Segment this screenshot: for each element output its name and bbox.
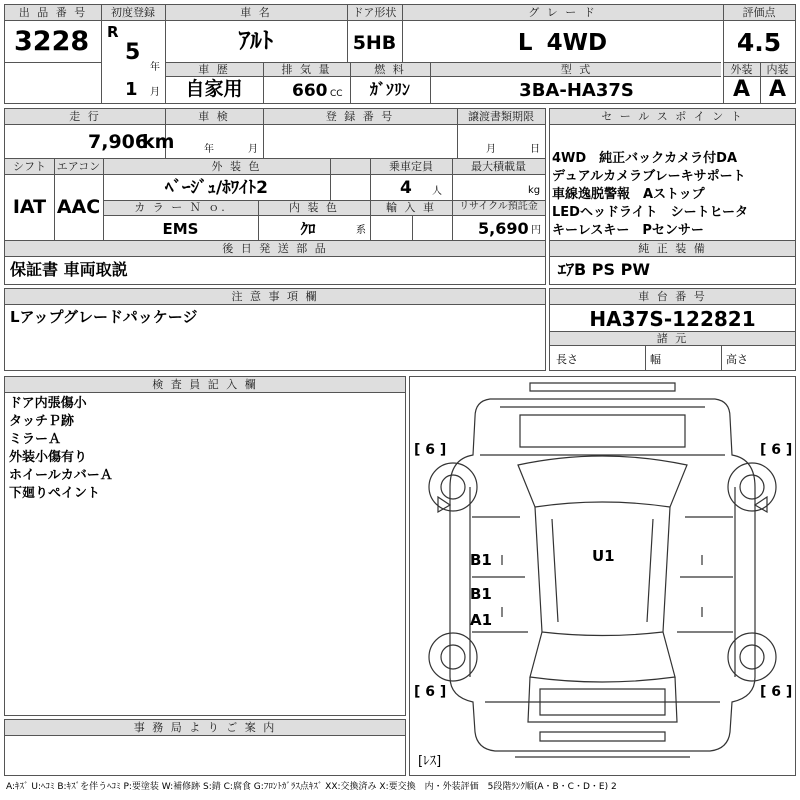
import-label: 輸 入 車 [386,201,436,214]
transfer-label: 譲渡書類期限 [468,110,534,123]
tire-front-right: [ 6 ] [760,442,793,458]
sales-point-item: キーレスキー Pセンサー [552,223,704,238]
interior-color-suffix: 系 [356,225,366,236]
reg-no-label: 登 録 番 号 [325,110,395,123]
car-history: 自家用 [185,78,243,100]
capacity-value: 4 [400,178,412,198]
spare-tire-mark: [ﾚｽ] [418,754,442,769]
inspection-label: 車 検 [198,110,230,123]
displacement-value: 660 [292,81,328,101]
score-label: 評価点 [742,6,776,19]
tire-front-left: [ 6 ] [414,442,447,458]
interior-grade: A [768,77,787,102]
max-load-unit: kg [528,185,541,196]
sales-point-item: 4WD 純正バックカメラ付DA [552,151,738,166]
door-type: 5HB [352,32,397,54]
mileage-value: 7,906 [88,131,149,153]
grade-label: グ レ ー ド [528,6,597,19]
car-body-outline [450,399,755,751]
score-value: 4.5 [736,28,782,57]
first-reg-month: 1 [125,79,138,100]
fuel-label: 燃 料 [374,63,406,76]
width-label: 幅 [650,353,661,366]
mileage-label: 走 行 [69,110,101,123]
ext-color-label: 外 装 色 [211,160,262,173]
car-diagram [409,376,796,776]
inspector-notes-list [9,395,113,503]
standard-equipment-label: 純 正 装 備 [638,242,707,255]
year-unit: 年 [150,62,160,73]
recycle-label: リサイクル預託金 [459,201,538,212]
exterior-color: ﾍﾞｰｼﾞｭ/ﾎﾜｲﾄ2 [164,178,269,198]
grade-value: L 4WD [517,30,608,56]
lot-no-label: 出 品 番 号 [18,6,88,19]
door-label: ドア形状 [352,6,397,19]
later-parts-label: 後 日 発 送 部 品 [222,242,328,255]
chassis-label: 車 台 番 号 [638,290,707,303]
yen-unit: 円 [531,225,541,236]
inspector-note-item: ドア内張傷小 [9,396,87,411]
model-label: 型 式 [560,63,593,76]
car-name-label: 車 名 [240,6,272,19]
int-color-label: 内 装 色 [289,201,339,214]
sales-point-item: デュアルカメラブレーキサポート [552,169,746,184]
first-reg-era: R [107,23,119,41]
shift-label: シフト [13,160,46,173]
cc-unit: CC [330,89,343,99]
capacity-label: 乗車定員 [389,160,433,173]
car-outline-svg [410,377,795,775]
interior-color: ｸﾛ [300,220,316,238]
length-label: 長さ [556,353,578,366]
inspection-month-unit: 月 [248,144,258,155]
notes-label: 注 意 事 項 欄 [231,290,319,303]
transfer-month-unit: 月 [486,144,496,155]
sales-point-item: LEDヘッドライト シートヒータ [552,205,749,220]
interior-grade-label: 内装 [766,63,789,76]
displacement-label: 排 気 量 [281,63,332,76]
capacity-unit: 人 [432,186,442,197]
color-no-label: カ ラ ー Ｎ ｏ. [134,201,227,214]
chassis-number: HA37S-122821 [589,307,756,331]
damage-mark-b1-upper: B1 [470,551,492,569]
aircon-value: AAC [56,196,101,218]
exterior-grade: A [732,77,751,102]
shift-value: IAT [12,196,47,218]
color-no-value: EMS [162,220,199,238]
sales-point-item: 車線逸脱警報 Aストップ [552,187,705,202]
inspector-note-item: 外装小傷有り [9,450,88,465]
fuel-value: ｶﾞｿﾘﾝ [369,80,410,99]
exterior-grade-label: 外装 [730,63,753,76]
specs-label: 諸 元 [656,332,689,345]
month-unit: 月 [150,87,160,98]
later-parts-value: 保証書 車両取説 [10,260,128,279]
height-label: 高さ [726,353,748,366]
notes-value: Lアップグレードパッケージ [10,308,198,326]
sales-points-list [552,150,748,240]
damage-mark-u1: U1 [592,547,615,565]
first-reg-label: 初度登録 [111,6,155,19]
inspector-note-item: ホイールカバーＡ [9,468,113,483]
transfer-day-unit: 日 [530,144,540,155]
inspection-year-unit: 年 [204,144,214,155]
inspector-note-item: タッチＰ跡 [9,414,75,429]
first-reg-year: 5 [125,40,141,65]
sales-points-label: セ ー ル ス ポ イ ン ト [601,110,744,123]
damage-mark-a1: A1 [470,611,493,629]
inspector-label: 検 査 員 記 入 欄 [152,378,258,391]
tire-rear-left: [ 6 ] [414,684,447,700]
tire-rear-right: [ 6 ] [760,684,793,700]
max-load-label: 最大積載量 [471,160,526,173]
inspector-note-item: 下廻りペイント [9,486,101,501]
model-code: 3BA-HA37S [519,80,634,101]
lot-number: 3228 [14,26,90,57]
car-name: ｱﾙﾄ [238,28,274,54]
recycle-fee: 5,690 [478,219,529,238]
legend-text: A:ｷｽﾞ U:ﾍｺﾐ B:ｷｽﾞを伴うﾍｺﾐ P:要塗装 W:補修跡 S:錆 C:腐食 G:ﾌﾛﾝﾄｶﾞﾗｽ点ｷｽﾞ XX:交換済み X:要交換 内・外装評価 5段階ﾗﾝｸ順(A・B・C・D・E) 2 [6,782,617,792]
standard-equipment-value: ｴｱB PS PW [558,260,650,279]
damage-mark-b1-lower: B1 [470,585,492,603]
inspector-note-item: ミラーＡ [9,432,62,447]
history-label: 車 歴 [198,63,230,76]
aircon-label: エアコン [56,160,101,173]
office-label: 事 務 局 よ り ご 案 内 [133,721,277,734]
mileage-unit: km [142,131,175,153]
